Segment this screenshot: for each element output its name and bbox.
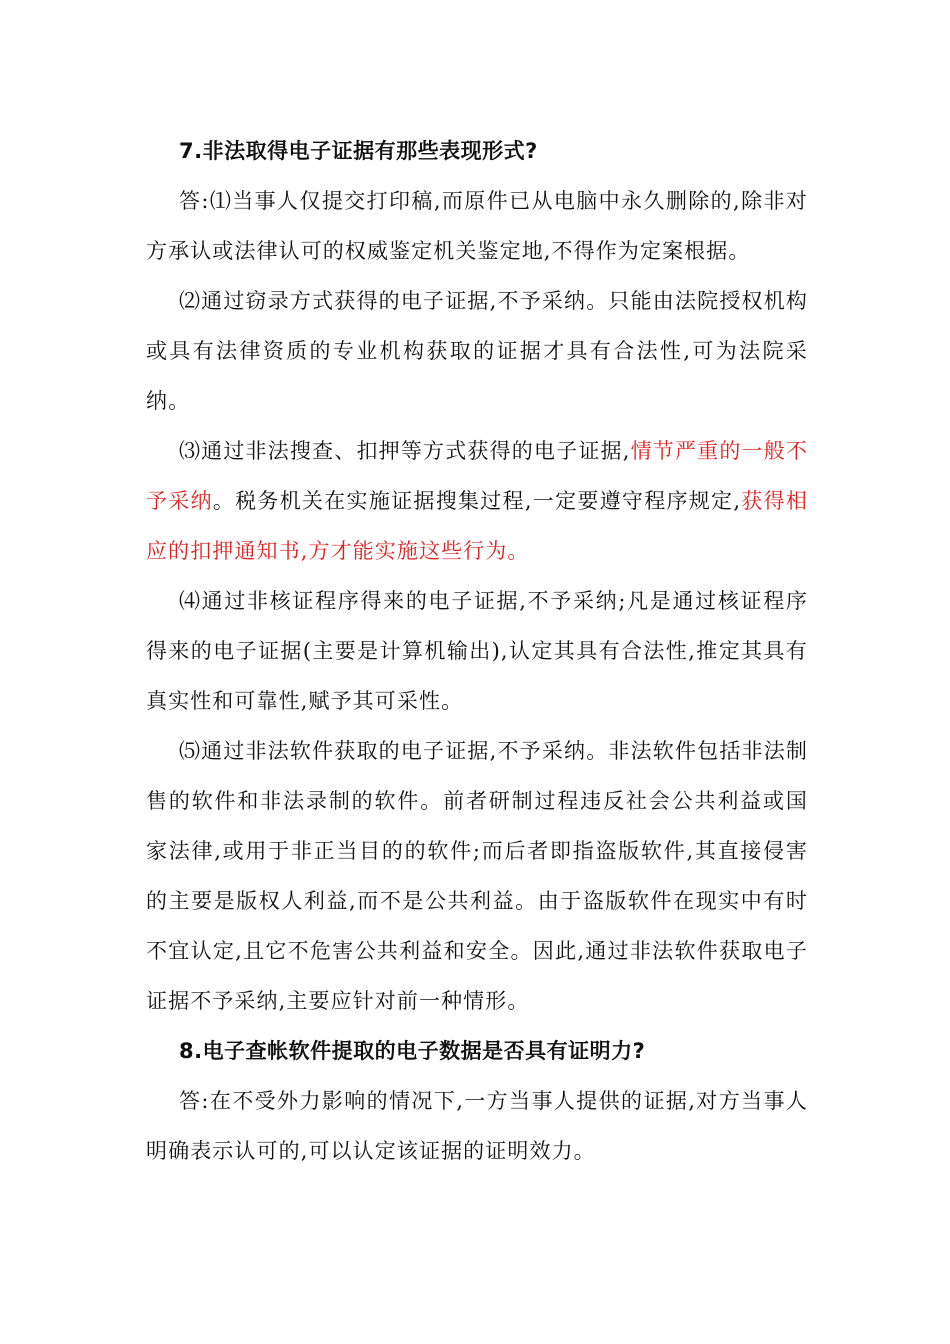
document-body — [146, 126, 808, 1176]
q7-answer-paragraph-1: 答:⑴当事人仅提交打印稿,而原件已从电脑中永久删除的,除非对方承认或法律认可的权威鉴定机关鉴定地,不得作为定案根据。 — [146, 189, 808, 263]
q7-answer-paragraph-4: ⑷通过非核证程序得来的电子证据,不予采纳;凡是通过核证程序得来的电子证据(主要是计算机输出),认定其具有合法性,推定其具有真实性和可靠性,赋予其可采性。 — [146, 589, 808, 713]
q7-answer-paragraph-3 — [146, 426, 808, 576]
q7-p3-highlight-1: 情节严重的一般不予采纳 — [146, 439, 808, 513]
q7-answer-paragraph-5: ⑸通过非法软件获取的电子证据,不予采纳。非法软件包括非法制售的软件和非法录制的软件。前者研制过程违反社会公共利益或国家法律,或用于非正当目的的软件;而后者即指盗版软件,其直接侵害的主要是版权人利益,而不是公共利益。由于盗版软件在现实中有时不宜认定,且它不危害公共利益和安全。因此,通过非法软件获取电子证据不予采纳,主要应针对前一种情形。 — [146, 739, 808, 1013]
q7-p3-text-a: ⑶通过非法搜查、扣押等方式获得的电子证据, — [179, 439, 631, 463]
question-7-heading: 7.非法取得电子证据有那些表现形式? — [179, 139, 538, 163]
question-8-heading: 8.电子查帐软件提取的电子数据是否具有证明力? — [179, 1039, 646, 1063]
q8-answer-paragraph-1: 答:在不受外力影响的情况下,一方当事人提供的证据,对方当事人明确表示认可的,可以认定该证据的证明效力。 — [146, 1089, 808, 1163]
q7-p3-text-c: 。税务机关在实施证据搜集过程,一定要遵守程序规定, — [212, 489, 742, 513]
q7-p3-highlight-2: 获得相应的扣押通知书,方才能实施这些行为。 — [146, 489, 808, 563]
q7-answer-paragraph-2: ⑵通过窃录方式获得的电子证据,不予采纳。只能由法院授权机构或具有法律资质的专业机构获取的证据才具有合法性,可为法院采纳。 — [146, 289, 808, 413]
